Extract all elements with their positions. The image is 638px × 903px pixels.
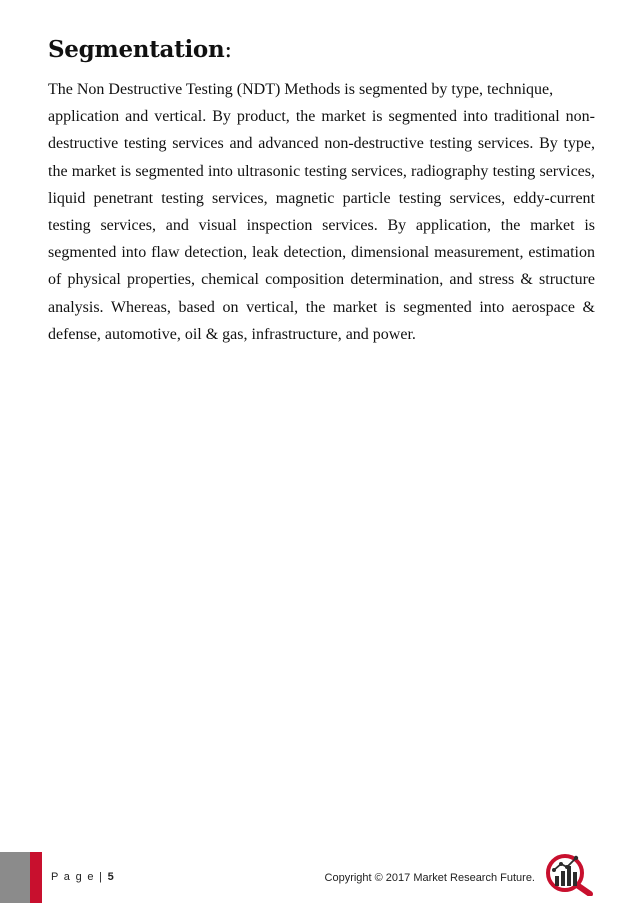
body-paragraph [48, 76, 595, 348]
body-first-line: The Non Destructive Testing (NDT) Methods is segmented by type, technique, [48, 81, 554, 98]
copyright-text: Copyright © 2017 Market Research Future. [324, 872, 535, 884]
footer-red-bar [30, 852, 42, 903]
body-paragraph-text: application and vertical. By product, the market is segmented into traditional non-destructive testing services and advanced non-destructive testing services. By type, the market is segmented into ultrasonic testing services, radiography testing services, liquid penetrant testing services, magnetic particle testing services, eddy-current testing services, and visual inspection services. By application, the market is segmented into flaw detection, leak detection, dimensional measurement, estimation of physical properties, chemical composition determination, and stress & structure analysis. Whereas, based on vertical, the market is segmented into aerospace & defense, automotive, oil & gas, infrastructure, and power. [48, 108, 595, 343]
page-label: P a g e | [51, 871, 108, 883]
section-heading [48, 36, 232, 63]
page-number-label [51, 871, 114, 883]
section-heading-colon: : [224, 37, 232, 63]
section-heading-text: Segmentation [48, 36, 225, 63]
footer-gray-bar [0, 852, 30, 903]
market-research-future-logo-icon [546, 852, 596, 896]
page-footer [0, 852, 638, 903]
page-number: 5 [107, 871, 114, 883]
